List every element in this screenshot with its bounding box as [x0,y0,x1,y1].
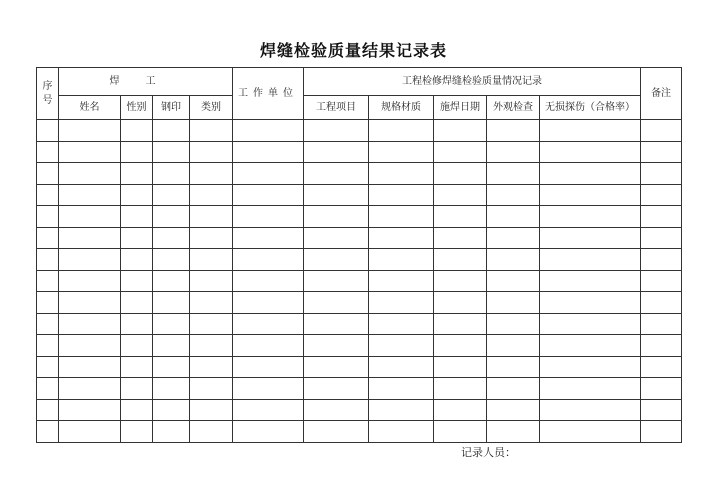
header-work-unit: 工作单位 [233,68,304,120]
table-cell[interactable] [59,399,121,421]
header-spec-material: 规格材质 [369,96,434,120]
table-cell[interactable] [540,292,641,314]
table-cell[interactable] [233,163,304,185]
table-cell[interactable] [37,313,59,335]
table-cell[interactable] [37,378,59,400]
table-cell[interactable] [487,378,540,400]
table-cell[interactable] [59,356,121,378]
table-cell[interactable] [369,335,434,357]
table-cell[interactable] [59,378,121,400]
table-cell[interactable] [304,184,369,206]
table-cell[interactable] [121,206,153,228]
table-cell[interactable] [121,399,153,421]
table-cell[interactable] [434,313,487,335]
table-cell[interactable] [233,378,304,400]
table-row [37,120,682,142]
table-cell[interactable] [37,206,59,228]
table-cell[interactable] [37,270,59,292]
table-cell[interactable] [59,206,121,228]
table-cell[interactable] [487,141,540,163]
table-cell[interactable] [369,421,434,443]
table-cell[interactable] [153,206,190,228]
table-row [37,141,682,163]
table-cell[interactable] [304,292,369,314]
table-cell[interactable] [121,356,153,378]
table-cell[interactable] [190,141,233,163]
table-cell[interactable] [540,249,641,271]
table-cell[interactable] [59,313,121,335]
table-cell[interactable] [121,421,153,443]
table-cell[interactable] [233,141,304,163]
header-ndt: 无损探伤（合格率） [540,96,641,120]
table-cell[interactable] [37,163,59,185]
table-cell[interactable] [121,335,153,357]
table-cell[interactable] [434,120,487,142]
table-cell[interactable] [59,227,121,249]
table-cell[interactable] [304,378,369,400]
table-cell[interactable] [190,249,233,271]
table-cell[interactable] [369,184,434,206]
table-cell[interactable] [153,227,190,249]
table-row [37,184,682,206]
table-cell[interactable] [59,141,121,163]
table-cell[interactable] [153,292,190,314]
table-cell[interactable] [540,120,641,142]
table-cell[interactable] [190,292,233,314]
table-cell[interactable] [59,163,121,185]
table-cell[interactable] [37,120,59,142]
table-cell[interactable] [434,356,487,378]
table-cell[interactable] [369,249,434,271]
table-cell[interactable] [641,141,682,163]
table-cell[interactable] [233,335,304,357]
table-cell[interactable] [121,292,153,314]
table-cell[interactable] [540,313,641,335]
header-stamp: 钢印 [153,96,190,120]
header-category: 类别 [190,96,233,120]
table-cell[interactable] [369,378,434,400]
table-cell[interactable] [540,399,641,421]
table-cell[interactable] [59,335,121,357]
table-cell[interactable] [233,399,304,421]
table-cell[interactable] [304,141,369,163]
table-cell[interactable] [304,120,369,142]
table-cell[interactable] [540,184,641,206]
table-cell[interactable] [641,206,682,228]
table-cell[interactable] [540,335,641,357]
table-cell[interactable] [153,270,190,292]
table-cell[interactable] [434,335,487,357]
table-cell[interactable] [190,399,233,421]
table-row [37,249,682,271]
header-weld-date: 施焊日期 [434,96,487,120]
header-row-2 [37,96,682,120]
table-cell[interactable] [304,249,369,271]
page-title: 焊缝检验质量结果记录表 [259,41,447,60]
table-row [37,399,682,421]
table-cell[interactable] [304,227,369,249]
table-cell[interactable] [153,163,190,185]
table-cell[interactable] [487,163,540,185]
table-cell[interactable] [434,163,487,185]
table-cell[interactable] [304,206,369,228]
table-cell[interactable] [233,227,304,249]
table-cell[interactable] [190,184,233,206]
table-row [37,378,682,400]
table-cell[interactable] [369,313,434,335]
table-cell[interactable] [641,184,682,206]
table-cell[interactable] [37,399,59,421]
table-cell[interactable] [369,356,434,378]
table-cell[interactable] [641,356,682,378]
table-cell[interactable] [190,313,233,335]
table-cell[interactable] [190,120,233,142]
table-row [37,163,682,185]
table-cell[interactable] [369,270,434,292]
table-cell[interactable] [434,184,487,206]
table-cell[interactable] [190,227,233,249]
table-cell[interactable] [153,421,190,443]
table-cell[interactable] [190,206,233,228]
table-cell[interactable] [641,270,682,292]
table-cell[interactable] [434,249,487,271]
table-cell[interactable] [540,270,641,292]
table-cell[interactable] [487,120,540,142]
table-cell[interactable] [233,206,304,228]
table-cell[interactable] [369,163,434,185]
table-cell[interactable] [233,249,304,271]
table-cell[interactable] [487,184,540,206]
table-cell[interactable] [153,249,190,271]
table-cell[interactable] [641,313,682,335]
table-cell[interactable] [37,335,59,357]
table-cell[interactable] [369,206,434,228]
table-cell[interactable] [540,378,641,400]
table-cell[interactable] [121,163,153,185]
table-cell[interactable] [233,292,304,314]
table-cell[interactable] [434,399,487,421]
table-cell[interactable] [37,184,59,206]
table-cell[interactable] [487,292,540,314]
table-cell[interactable] [487,227,540,249]
table-cell[interactable] [153,356,190,378]
table-cell[interactable] [153,399,190,421]
table-row [37,356,682,378]
table-cell[interactable] [434,292,487,314]
table-cell[interactable] [487,249,540,271]
header-record-group: 工程检修焊缝检验质量情况记录 [304,68,641,96]
table-cell[interactable] [153,378,190,400]
table-cell[interactable] [641,292,682,314]
table-cell[interactable] [37,227,59,249]
header-welder-group: 焊工 [59,68,233,96]
table-cell[interactable] [641,120,682,142]
table-cell[interactable] [304,313,369,335]
table-cell[interactable] [190,270,233,292]
table-cell[interactable] [487,270,540,292]
table-cell[interactable] [304,335,369,357]
table-cell[interactable] [641,399,682,421]
header-project: 工程项目 [304,96,369,120]
table-cell[interactable] [487,356,540,378]
table-cell[interactable] [37,249,59,271]
table-cell[interactable] [37,141,59,163]
table-cell[interactable] [153,313,190,335]
table-cell[interactable] [540,141,641,163]
table-cell[interactable] [369,227,434,249]
table-cell[interactable] [153,335,190,357]
table-cell[interactable] [434,141,487,163]
header-row-1 [37,68,682,96]
table-row [37,292,682,314]
record-table [36,67,682,443]
table-cell[interactable] [121,313,153,335]
table-cell[interactable] [540,206,641,228]
table-cell[interactable] [37,292,59,314]
table-cell[interactable] [641,335,682,357]
table-cell[interactable] [37,421,59,443]
table-cell[interactable] [190,356,233,378]
table-cell[interactable] [121,378,153,400]
table-cell[interactable] [233,421,304,443]
table-cell[interactable] [59,184,121,206]
table-row [37,313,682,335]
table-cell[interactable] [304,421,369,443]
table-cell[interactable] [641,227,682,249]
table-cell[interactable] [304,399,369,421]
table-cell[interactable] [233,184,304,206]
table-cell[interactable] [487,335,540,357]
table-cell[interactable] [121,120,153,142]
table-cell[interactable] [434,206,487,228]
table-cell[interactable] [121,184,153,206]
table-cell[interactable] [190,378,233,400]
table-cell[interactable] [233,356,304,378]
table-cell[interactable] [369,141,434,163]
table-cell[interactable] [190,421,233,443]
table-cell[interactable] [434,270,487,292]
table-cell[interactable] [304,163,369,185]
table-cell[interactable] [304,270,369,292]
table-body [37,68,682,443]
table-cell[interactable] [641,163,682,185]
table-cell[interactable] [59,421,121,443]
table-cell[interactable] [487,399,540,421]
table-cell[interactable] [434,227,487,249]
header-seq: 序号 [37,68,59,120]
table-cell[interactable] [540,227,641,249]
table-cell[interactable] [487,421,540,443]
recorder-label: 记录人员： [461,446,516,459]
table-cell[interactable] [233,120,304,142]
table-row [37,227,682,249]
table-cell[interactable] [59,292,121,314]
table-cell[interactable] [487,206,540,228]
table-row [37,206,682,228]
table-cell[interactable] [37,356,59,378]
table-cell[interactable] [190,163,233,185]
table-cell[interactable] [59,120,121,142]
table-cell[interactable] [153,184,190,206]
table-cell[interactable] [641,421,682,443]
header-name: 姓名 [59,96,121,120]
table-row [37,421,682,443]
table-cell[interactable] [121,249,153,271]
table-cell[interactable] [121,141,153,163]
table-row [37,270,682,292]
table-cell[interactable] [59,249,121,271]
table-cell[interactable] [369,120,434,142]
table-cell[interactable] [641,249,682,271]
table-cell[interactable] [59,270,121,292]
table-cell[interactable] [153,141,190,163]
table-cell[interactable] [369,292,434,314]
table-cell[interactable] [233,313,304,335]
table-cell[interactable] [540,356,641,378]
table-cell[interactable] [153,120,190,142]
table-cell[interactable] [121,227,153,249]
table-cell[interactable] [304,356,369,378]
table-cell[interactable] [121,270,153,292]
table-cell[interactable] [434,421,487,443]
header-gender: 性别 [121,96,153,120]
table-cell[interactable] [540,163,641,185]
table-cell[interactable] [641,378,682,400]
header-visual-check: 外观检查 [487,96,540,120]
table-cell[interactable] [190,335,233,357]
table-cell[interactable] [233,270,304,292]
table-cell[interactable] [540,421,641,443]
table-cell[interactable] [487,313,540,335]
header-remarks: 备注 [641,68,682,120]
table-cell[interactable] [434,378,487,400]
table-row [37,335,682,357]
table-cell[interactable] [369,399,434,421]
